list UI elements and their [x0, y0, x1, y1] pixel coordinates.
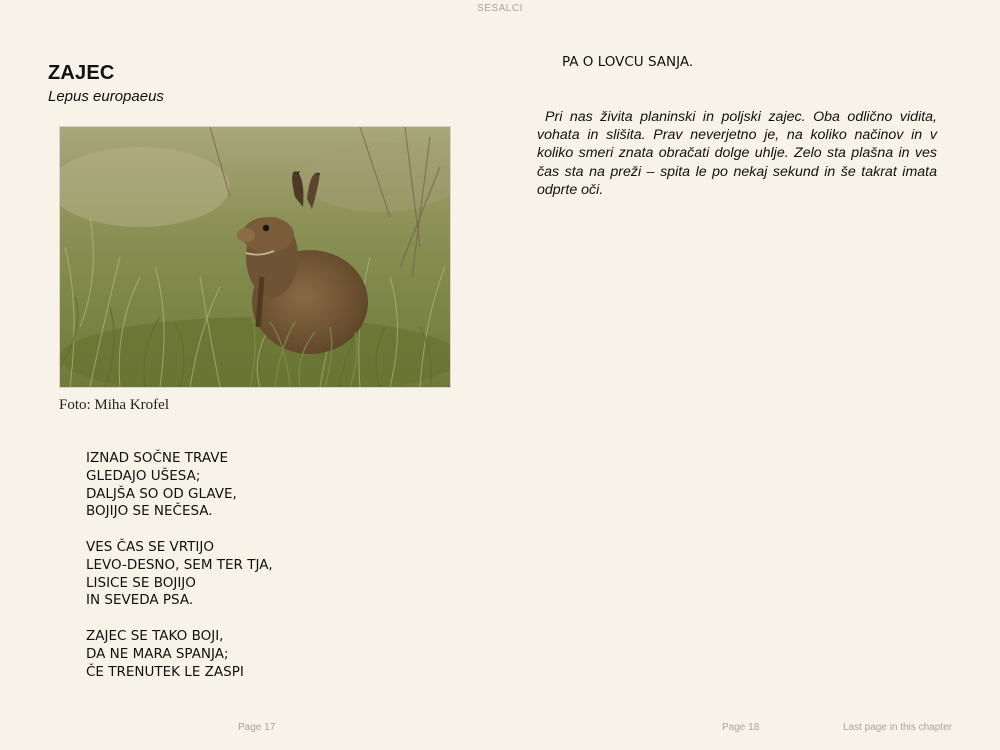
- hare-photo: [59, 126, 451, 388]
- latin-name: Lepus europaeus: [48, 88, 164, 105]
- right-page: [500, 0, 1000, 750]
- species-title: ZAJEC: [48, 62, 115, 84]
- poem-line: LEVO-DESNO, SEM TER TJA,: [86, 556, 273, 573]
- poem-stanza: [86, 539, 273, 610]
- poem-line: GLEDAJO UŠESA;: [86, 467, 201, 484]
- page-number-right: Page 18: [722, 722, 760, 733]
- photo-credit: Foto: Miha Krofel: [59, 397, 169, 413]
- poem-line: DA NE MARA SPANJA;: [86, 645, 229, 662]
- poem-line: IZNAD SOČNE TRAVE: [86, 450, 229, 466]
- poem-line: LISICE SE BOJIJO: [86, 574, 196, 591]
- poem-stanza: [86, 628, 273, 681]
- poem: [86, 450, 273, 699]
- poem-stanza: [86, 450, 273, 521]
- page-number-left: Page 17: [238, 722, 276, 733]
- chapter-header: SESALCI: [477, 3, 523, 14]
- poem-final-line: PA O LOVCU SANJA.: [562, 54, 694, 70]
- poem-line: ČE TRENUTEK LE ZASPI: [86, 663, 244, 680]
- poem-line: BOJIJO SE NEČESA.: [86, 503, 213, 520]
- poem-line: DALJŠA SO OD GLAVE,: [86, 485, 237, 502]
- last-page-note: Last page in this chapter: [843, 722, 952, 733]
- poem-line: VES ČAS SE VRTIJO: [86, 538, 215, 555]
- poem-line: IN SEVEDA PSA.: [86, 592, 194, 609]
- poem-line: ZAJEC SE TAKO BOJI,: [86, 627, 224, 644]
- description-paragraph: Pri nas živita planinski in poljski zajec. Oba odlično vidita, vohata in slišita. Prav neverjetno je, na koliko načinov in v koliko smeri znata obračati dolge uhlje. Zelo sta plašna in ves čas sta na preži – spita le po nekaj sekund in še takrat imata odprte oči.: [537, 109, 937, 198]
